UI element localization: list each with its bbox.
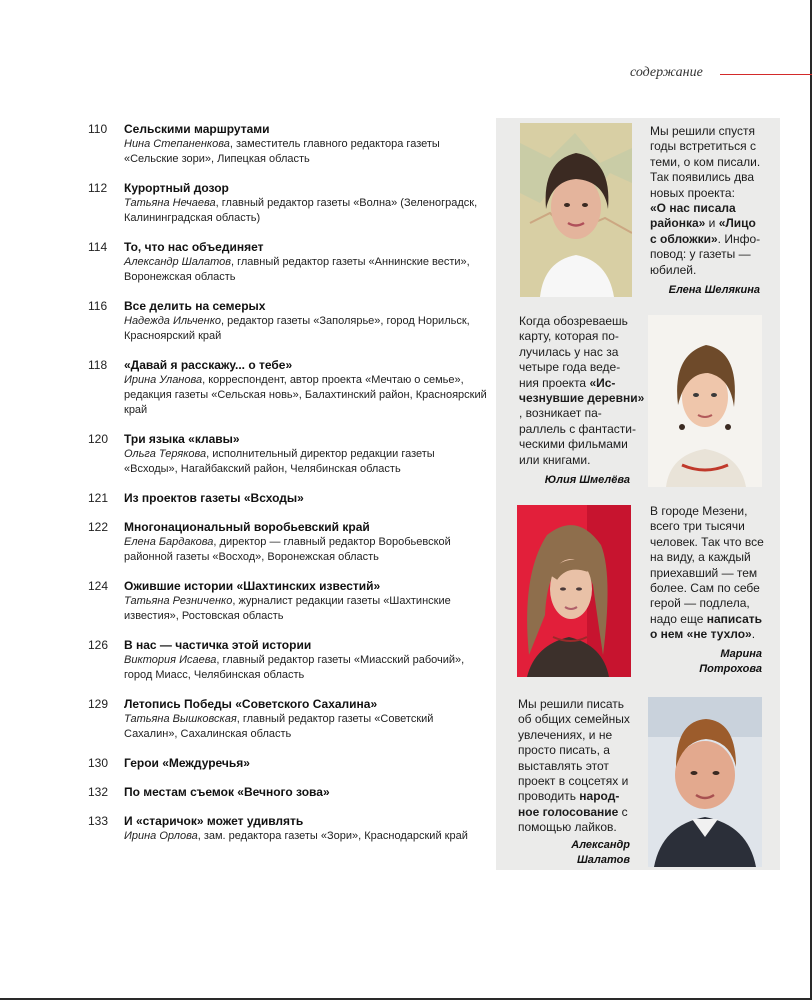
toc-entry	[88, 697, 488, 742]
section-rule	[720, 74, 812, 75]
quote-text: .	[751, 627, 756, 642]
table-of-contents	[88, 122, 488, 858]
quote-emphasis: «Ис-	[589, 375, 616, 390]
quote-emphasis: районка»	[650, 216, 706, 231]
quote-author-line: Марина	[720, 648, 762, 660]
section-title: содержание	[630, 65, 703, 80]
quote-text: с	[618, 804, 628, 819]
quote-line	[650, 581, 780, 596]
quote-text: человек. Так что все	[650, 534, 764, 549]
toc-description	[124, 712, 488, 742]
toc-page-number: 120	[88, 432, 109, 446]
toc-entry	[88, 520, 488, 565]
toc-author: Ирина Уланова	[124, 374, 203, 386]
quote-line	[650, 566, 780, 581]
quote-line	[518, 743, 648, 758]
toc-author-info: , редактор газеты «Заполярье», город Норильск, Красноярский край	[124, 315, 470, 342]
toc-author: Александр Шалатов	[124, 256, 231, 268]
toc-author: Татьяна Резниченко	[124, 595, 233, 607]
quote-text: . Инфо-	[717, 231, 761, 246]
quote-author-yulia-shmeleva	[510, 473, 630, 488]
quote-marina-potrokhova	[650, 504, 780, 643]
quote-text: на виду, а каждый	[650, 550, 751, 565]
toc-author-info: , корреспондент, автор проекта «Мечтаю о семье», редакция газеты «Сельская новь», Балахтинский район, Красноярский край	[124, 374, 487, 416]
quote-text: лучилась у нас за	[519, 344, 619, 359]
toc-title: Три языка «клавы»	[124, 432, 240, 446]
toc-page-number: 118	[88, 358, 108, 372]
quote-text: проект в соцсетях и	[518, 774, 629, 789]
toc-author-info: , главный редактор газеты «Волна» (Зеленоградск, Калининградская область)	[124, 197, 478, 224]
toc-description	[124, 373, 488, 418]
toc-author: Елена Бардакова	[124, 536, 214, 548]
yulia-shmeleva-photo	[648, 315, 762, 487]
toc-description	[124, 594, 488, 624]
toc-author: Ирина Орлова	[124, 830, 198, 842]
quote-text: юбилей.	[650, 262, 697, 277]
alexander-shalatov-photo	[648, 697, 762, 867]
quote-text: просто писать, а	[518, 743, 610, 758]
quote-emphasis: о нем «не тухло»	[650, 627, 752, 642]
quote-line	[650, 186, 780, 201]
toc-author-info: , исполнительный директор редакции газеты «Всходы», Нагайбакский район, Челябинская область	[124, 448, 435, 475]
quote-line	[650, 232, 780, 247]
alexander-shalatov-portrait	[648, 697, 762, 867]
quote-text: Когда обозреваешь	[519, 314, 628, 328]
quote-line	[519, 453, 649, 468]
quote-line	[518, 805, 648, 820]
quote-alexander-shalatov	[518, 697, 648, 836]
toc-entry	[88, 491, 488, 506]
toc-author: Надежда Ильченко	[124, 315, 222, 327]
toc-page-number: 130	[88, 756, 109, 770]
toc-entry	[88, 579, 488, 624]
quote-emphasis: ное голосование	[518, 804, 619, 819]
quote-line	[650, 247, 780, 262]
toc-author-info: , журналист редакции газеты «Шахтинские известия», Ростовская область	[124, 595, 451, 622]
quote-line	[650, 612, 780, 627]
quote-line	[519, 329, 649, 344]
toc-description	[124, 447, 488, 477]
toc-description	[124, 829, 488, 844]
quote-author-line: Потрохова	[699, 663, 762, 675]
toc-entry	[88, 122, 488, 167]
toc-entry	[88, 638, 488, 683]
toc-author-info: , заместитель главного редактора газеты «Сельские зори», Липецкая область	[124, 138, 440, 165]
quote-text: приехавший — тем	[650, 565, 758, 580]
quote-text: годы встретиться с	[650, 139, 756, 154]
marina-potrokhova-portrait	[517, 505, 631, 677]
quote-author-alexander-shalatov	[510, 838, 630, 868]
toc-page-number: 129	[88, 697, 109, 711]
quote-line	[650, 201, 780, 216]
toc-author: Виктория Исаева	[124, 654, 217, 666]
toc-entry	[88, 785, 488, 800]
toc-description	[124, 137, 488, 167]
quote-line	[518, 759, 648, 774]
quote-text: Мы решили писать	[518, 697, 625, 711]
quote-line	[650, 550, 780, 565]
toc-page-number: 122	[88, 520, 109, 534]
quote-line	[518, 697, 648, 712]
quote-text: увлечениях, и не	[518, 727, 613, 742]
toc-description	[124, 196, 488, 226]
quote-line	[650, 596, 780, 611]
quote-text: Мы решили спустя	[650, 124, 756, 138]
toc-title: Из проектов газеты «Всходы»	[124, 491, 304, 505]
toc-author: Татьяна Вышковская	[124, 713, 237, 725]
quote-text: ческими фильмами	[519, 437, 628, 452]
toc-entry	[88, 299, 488, 344]
quote-line	[519, 345, 649, 360]
quote-line	[519, 406, 649, 421]
toc-entry	[88, 814, 488, 844]
elena-shelyakina-portrait	[520, 123, 632, 297]
quote-author-line: Александр	[571, 839, 630, 851]
toc-author: Ольга Терякова	[124, 448, 207, 460]
toc-title: Летопись Победы «Советского Сахалина»	[124, 697, 378, 711]
quote-author-line: Шалатов	[577, 854, 630, 866]
quote-line	[650, 627, 780, 642]
quote-line	[518, 789, 648, 804]
quote-text: ния проекта	[519, 375, 590, 390]
toc-author-info: , главный редактор газеты «Аннинские вести», Воронежская область	[124, 256, 470, 283]
toc-title: Все делить на семерых	[124, 299, 266, 313]
quote-emphasis: с обложки»	[650, 231, 718, 246]
toc-description	[124, 255, 488, 285]
quote-line	[650, 170, 780, 185]
quote-line	[650, 216, 780, 231]
toc-entry	[88, 240, 488, 285]
toc-page-number: 116	[88, 299, 108, 313]
quote-text: четыре года веде-	[519, 360, 621, 375]
toc-page-number: 114	[88, 240, 108, 254]
toc-title: Сельскими маршрутами	[124, 122, 270, 136]
quote-text: В городе Мезени,	[650, 504, 748, 518]
toc-title: По местам съемок «Вечного зова»	[124, 785, 330, 799]
toc-page-number: 133	[88, 814, 109, 828]
quote-text: раллель с фантасти-	[519, 421, 636, 436]
quote-line	[650, 535, 780, 550]
toc-description	[124, 535, 488, 565]
quote-text: или книгами.	[519, 452, 591, 467]
quote-author-marina-potrokhova	[640, 647, 762, 677]
quote-text: всего три тысячи	[650, 519, 745, 534]
quote-emphasis: чезнувшие деревни»	[519, 391, 645, 406]
quote-text: карту, которая по-	[519, 329, 619, 344]
toc-title: Многонациональный воробьевский край	[124, 520, 370, 534]
toc-entry	[88, 181, 488, 226]
quote-line	[519, 391, 649, 406]
toc-title: Ожившие истории «Шахтинских известий»	[124, 579, 381, 593]
toc-page-number: 121	[88, 491, 109, 505]
toc-title: То, что нас объединяет	[124, 240, 264, 254]
quote-text: более. Сам по себе	[650, 581, 760, 596]
quote-text: об общих семейных	[518, 712, 630, 727]
quote-line	[519, 360, 649, 375]
toc-description	[124, 314, 488, 344]
toc-author-info: , главный редактор газеты «Советский Сахалин», Сахалинская область	[124, 713, 434, 740]
toc-page-number: 110	[88, 122, 108, 136]
quote-yulia-shmeleva	[519, 314, 649, 468]
quote-line	[650, 504, 780, 519]
toc-description	[124, 653, 488, 683]
quote-emphasis: «О нас писала	[650, 201, 736, 216]
toc-title: Курортный дозор	[124, 181, 229, 195]
quote-text: надо еще	[650, 611, 707, 626]
elena-shelyakina-photo	[520, 123, 632, 297]
quote-text: , возникает па-	[519, 406, 602, 421]
quote-line	[650, 519, 780, 534]
quote-line	[519, 314, 649, 329]
quote-text: помощью лайков.	[518, 820, 617, 835]
quote-line	[650, 155, 780, 170]
quote-emphasis: «Лицо	[718, 216, 756, 231]
quote-line	[518, 774, 648, 789]
quote-emphasis: народ-	[579, 789, 620, 804]
toc-page-number: 112	[88, 181, 108, 195]
toc-title: В нас — частичка этой истории	[124, 638, 312, 652]
quote-line	[518, 712, 648, 727]
quote-text: выставлять этот	[518, 758, 609, 773]
toc-author: Нина Степаненкова	[124, 138, 230, 150]
quote-line	[519, 422, 649, 437]
quote-text: теми, о ком писали.	[650, 154, 761, 169]
toc-author-info: , зам. редактора газеты «Зори», Краснодарский край	[197, 830, 468, 842]
toc-page-number: 126	[88, 638, 109, 652]
quote-elena-shelyakina	[650, 124, 780, 278]
yulia-shmeleva-portrait	[648, 315, 762, 487]
quote-author-line: Елена Шелякина	[668, 284, 760, 296]
toc-page-number: 124	[88, 579, 109, 593]
section-header	[600, 64, 812, 84]
toc-title: «Давай я расскажу... о тебе»	[124, 358, 293, 372]
toc-entry	[88, 432, 488, 477]
quote-line	[650, 124, 780, 139]
quote-text: герой — подлела,	[650, 596, 750, 611]
quote-text: Так появились два	[650, 170, 755, 185]
toc-entry	[88, 756, 488, 771]
quote-text: новых проекта:	[650, 185, 735, 200]
quote-line	[519, 437, 649, 452]
toc-page-number: 132	[88, 785, 109, 799]
quote-line	[650, 139, 780, 154]
toc-title: Герои «Междуречья»	[124, 756, 250, 770]
quote-author-elena-shelyakina	[640, 283, 760, 298]
marina-potrokhova-photo	[517, 505, 631, 677]
quote-text: повод: у газеты —	[650, 247, 751, 262]
toc-title: И «старичок» может удивлять	[124, 814, 304, 828]
quote-line	[519, 376, 649, 391]
toc-author-info: , директор — главный редактор Воробьевской районной газеты «Восход», Воронежская область	[124, 536, 451, 563]
quote-line	[518, 820, 648, 835]
quote-text: и	[705, 216, 719, 231]
toc-author-info: , главный редактор газеты «Миасский рабочий», город Миасс, Челябинская область	[124, 654, 465, 681]
toc-entry	[88, 358, 488, 418]
quote-text: проводить	[518, 789, 580, 804]
quote-emphasis: написать	[706, 611, 763, 626]
quote-line	[518, 728, 648, 743]
quote-line	[650, 263, 780, 278]
toc-author: Татьяна Нечаева	[124, 197, 216, 209]
quote-author-line: Юлия Шмелёва	[544, 474, 630, 486]
